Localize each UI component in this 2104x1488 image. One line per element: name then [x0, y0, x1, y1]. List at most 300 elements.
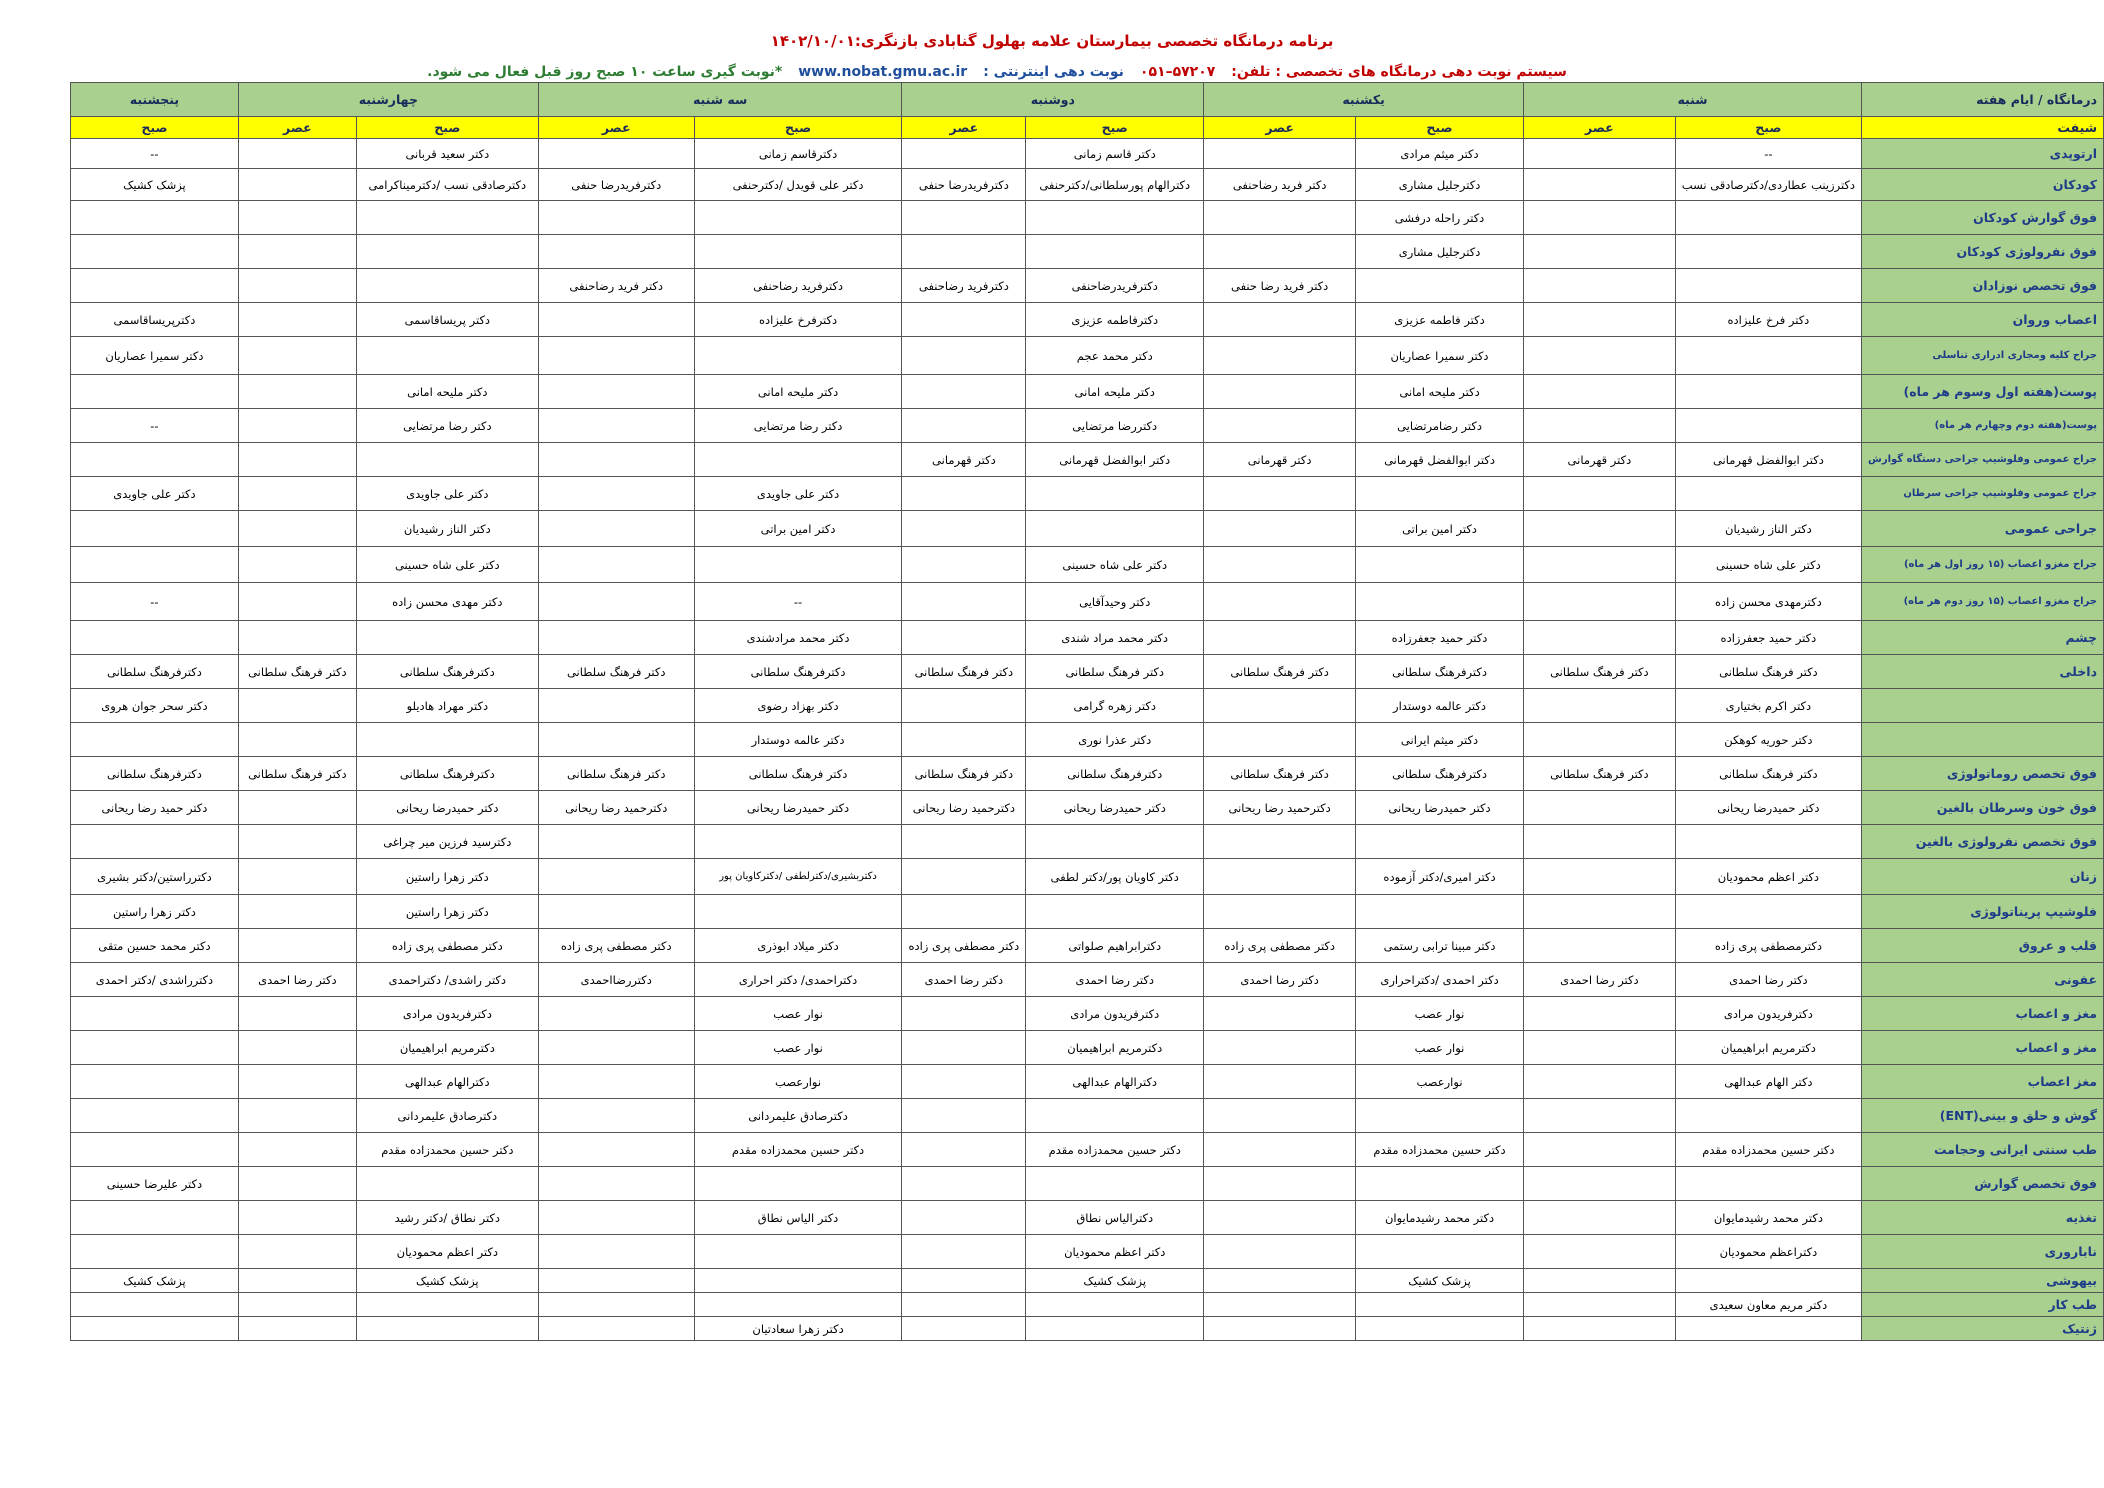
clinic-name: کودکان: [1862, 169, 2104, 201]
schedule-cell: دکتر فرهنگ سلطانی: [538, 655, 694, 689]
schedule-cell: [538, 139, 694, 169]
schedule-cell: [902, 1031, 1026, 1065]
clinic-name: قلب و عروق: [1862, 929, 2104, 963]
schedule-cell: [1204, 1031, 1356, 1065]
schedule-cell: [1675, 477, 1861, 511]
schedule-cell: [1026, 1167, 1204, 1201]
schedule-cell: [238, 1099, 356, 1133]
schedule-cell: دکترجلیل مشاری: [1356, 169, 1524, 201]
clinic-name: ارتوپدی: [1862, 139, 2104, 169]
clinic-name: فلوشیپ پریناتولوژی: [1862, 895, 2104, 929]
schedule-cell: دکتر بهزاد رضوی: [694, 689, 902, 723]
schedule-cell: [238, 583, 356, 621]
schedule-cell: [71, 1317, 239, 1341]
schedule-cell: [238, 1031, 356, 1065]
schedule-cell: [1026, 825, 1204, 859]
booking-note: *نوبت گیری ساعت ۱۰ صبح روز قبل فعال می شود.: [427, 64, 783, 80]
schedule-cell: [1523, 1269, 1675, 1293]
schedule-cell: دکترفریدون مرادی: [356, 997, 538, 1031]
schedule-row: [71, 997, 2104, 1031]
schedule-cell: [356, 269, 538, 303]
schedule-cell: [902, 859, 1026, 895]
schedule-cell: دکتر اعظم محمودیان: [356, 1235, 538, 1269]
schedule-cell: [1523, 201, 1675, 235]
schedule-row: [71, 859, 2104, 895]
schedule-cell: [238, 443, 356, 477]
clinic-name: فوق گوارش کودکان: [1862, 201, 2104, 235]
schedule-cell: دکتر پریساقاسمی: [356, 303, 538, 337]
schedule-cell: --: [71, 583, 239, 621]
schedule-cell: [238, 303, 356, 337]
schedule-cell: دکترزینب عطاردی/دکترصادقی نسب: [1675, 169, 1861, 201]
schedule-cell: دکتر مصطفی پری زاده: [902, 929, 1026, 963]
schedule-row: [71, 1269, 2104, 1293]
schedule-cell: [356, 1317, 538, 1341]
schedule-cell: [1356, 269, 1524, 303]
schedule-cell: [1523, 583, 1675, 621]
schedule-cell: دکترالهام عبدالهی: [356, 1065, 538, 1099]
shift-header: صبح: [694, 117, 902, 139]
schedule-cell: دکتر ابوالفضل قهرمانی: [1356, 443, 1524, 477]
schedule-cell: [71, 1133, 239, 1167]
schedule-cell: [538, 235, 694, 269]
schedule-cell: [902, 1167, 1026, 1201]
schedule-cell: دکتر رضا احمدی: [1204, 963, 1356, 997]
schedule-cell: [694, 1293, 902, 1317]
schedule-cell: [694, 825, 902, 859]
schedule-cell: [902, 409, 1026, 443]
schedule-cell: [902, 201, 1026, 235]
clinic-name: جراح مغزو اعصاب (۱۵ روز دوم هر ماه): [1862, 583, 2104, 621]
schedule-cell: [902, 997, 1026, 1031]
schedule-cell: دکترحمید رضا ریحانی: [1204, 791, 1356, 825]
schedule-cell: دکترفرهنگ سلطانی: [1356, 655, 1524, 689]
schedule-cell: [1523, 1235, 1675, 1269]
schedule-row: [71, 169, 2104, 201]
schedule-cell: [71, 511, 239, 547]
schedule-cell: [71, 1031, 239, 1065]
schedule-cell: [238, 375, 356, 409]
schedule-cell: دکترمریم ابراهیمیان: [1675, 1031, 1861, 1065]
schedule-cell: دکتر مصطفی پری زاده: [1204, 929, 1356, 963]
schedule-cell: [538, 477, 694, 511]
shift-header: عصر: [238, 117, 356, 139]
schedule-cell: [902, 1235, 1026, 1269]
schedule-cell: [1356, 1099, 1524, 1133]
schedule-row: [71, 201, 2104, 235]
schedule-cell: [1675, 409, 1861, 443]
schedule-cell: [1204, 621, 1356, 655]
schedule-cell: دکتر عالمه دوستدار: [694, 723, 902, 757]
schedule-cell: دکتر علی شاه حسینی: [1675, 547, 1861, 583]
schedule-cell: دکترقاسم زمانی: [694, 139, 902, 169]
shift-header: عصر: [902, 117, 1026, 139]
schedule-row: [71, 443, 2104, 477]
schedule-cell: دکتر مریم معاون سعیدی: [1675, 1293, 1861, 1317]
schedule-cell: دکتر راحله درفشی: [1356, 201, 1524, 235]
schedule-cell: [902, 689, 1026, 723]
clinic-name: پوست(هفته دوم وچهارم هر ماه): [1862, 409, 2104, 443]
schedule-cell: دکتر زهرا سعادتیان: [694, 1317, 902, 1341]
schedule-cell: دکترفرید رضاحنفی: [694, 269, 902, 303]
schedule-cell: نوار عصب: [1356, 997, 1524, 1031]
schedule-cell: [1204, 1269, 1356, 1293]
schedule-row: [71, 1099, 2104, 1133]
schedule-cell: دکتر قاسم زمانی: [1026, 139, 1204, 169]
schedule-cell: [71, 547, 239, 583]
schedule-cell: دکتر حمیدرضا ریحانی: [1356, 791, 1524, 825]
schedule-cell: [71, 1201, 239, 1235]
schedule-cell: دکتر زهرا راستین: [71, 895, 239, 929]
schedule-row: [71, 757, 2104, 791]
schedule-cell: [1523, 169, 1675, 201]
schedule-cell: [1356, 477, 1524, 511]
schedule-row: [71, 791, 2104, 825]
schedule-cell: [1026, 235, 1204, 269]
schedule-cell: [694, 1235, 902, 1269]
schedule-cell: دکتر میثم ایرانی: [1356, 723, 1524, 757]
shift-header: عصر: [1523, 117, 1675, 139]
schedule-row: [71, 409, 2104, 443]
day-header: دوشنبه: [902, 83, 1204, 117]
schedule-cell: [238, 791, 356, 825]
schedule-cell: دکتر علیرضا حسینی: [71, 1167, 239, 1201]
schedule-cell: [71, 825, 239, 859]
schedule-cell: [238, 723, 356, 757]
schedule-cell: دکترفریدرضا حنفی: [902, 169, 1026, 201]
schedule-cell: [1675, 1269, 1861, 1293]
schedule-cell: [902, 511, 1026, 547]
schedule-cell: [238, 169, 356, 201]
schedule-cell: دکترصادق علیمردانی: [356, 1099, 538, 1133]
clinic-name: زنان: [1862, 859, 2104, 895]
schedule-cell: [902, 1293, 1026, 1317]
schedule-cell: [694, 235, 902, 269]
schedule-cell: [1204, 689, 1356, 723]
schedule-cell: [1204, 409, 1356, 443]
schedule-cell: دکتر سمیرا عصاریان: [71, 337, 239, 375]
day-header: چهارشنبه: [238, 83, 538, 117]
schedule-cell: دکتر علی جاویدی: [694, 477, 902, 511]
schedule-cell: دکتر محمد مراد شندی: [1026, 621, 1204, 655]
schedule-cell: [1675, 1167, 1861, 1201]
schedule-cell: [1204, 723, 1356, 757]
shift-header: عصر: [1204, 117, 1356, 139]
schedule-cell: [902, 303, 1026, 337]
schedule-cell: [902, 723, 1026, 757]
schedule-cell: دکتر فرهنگ سلطانی: [538, 757, 694, 791]
schedule-cell: [238, 139, 356, 169]
schedule-cell: [538, 895, 694, 929]
clinic-name: جراح عمومی وفلوشیپ جراحی دستگاه گوارش: [1862, 443, 2104, 477]
schedule-cell: [1523, 997, 1675, 1031]
schedule-cell: [1204, 895, 1356, 929]
schedule-cell: دکتر فرهنگ سلطانی: [1523, 757, 1675, 791]
schedule-cell: [1523, 409, 1675, 443]
schedule-cell: دکترفریدرضاحنفی: [1026, 269, 1204, 303]
schedule-cell: [1204, 511, 1356, 547]
schedule-cell: دکتر میثم مرادی: [1356, 139, 1524, 169]
schedule-cell: [238, 1269, 356, 1293]
schedule-cell: [538, 1269, 694, 1293]
schedule-cell: دکتر الهام عبدالهی: [1675, 1065, 1861, 1099]
schedule-cell: [902, 375, 1026, 409]
schedule-cell: دکترسید فرزین میر چراغی: [356, 825, 538, 859]
schedule-cell: [538, 443, 694, 477]
schedule-cell: [238, 547, 356, 583]
schedule-cell: [694, 201, 902, 235]
clinic-name: فوق نفرولوژی کودکان: [1862, 235, 2104, 269]
schedule-cell: دکتر علی جاویدی: [71, 477, 239, 511]
schedule-cell: دکترفرهنگ سلطانی: [694, 655, 902, 689]
schedule-cell: دکتر نطاق /دکتر رشید: [356, 1201, 538, 1235]
schedule-cell: دکتر رضا احمدی: [1675, 963, 1861, 997]
schedule-cell: [1523, 511, 1675, 547]
schedule-cell: [902, 621, 1026, 655]
schedule-cell: دکتر حسین محمدزاده مقدم: [1026, 1133, 1204, 1167]
clinic-name: جراحی عمومی: [1862, 511, 2104, 547]
schedule-cell: [694, 337, 902, 375]
schedule-cell: [1204, 1167, 1356, 1201]
schedule-cell: دکتر مصطفی پری زاده: [538, 929, 694, 963]
schedule-cell: [902, 1099, 1026, 1133]
schedule-cell: [1204, 337, 1356, 375]
schedule-cell: دکتر حمیدرضا ریحانی: [1675, 791, 1861, 825]
schedule-cell: دکتر فاطمه عزیزی: [1356, 303, 1524, 337]
schedule-cell: دکتر ملیحه امانی: [694, 375, 902, 409]
shift-label: شیفت: [1862, 117, 2104, 139]
schedule-cell: [1356, 583, 1524, 621]
schedule-cell: دکتر الیاس نطاق: [694, 1201, 902, 1235]
schedule-cell: دکتر محمد رشیدمایوان: [1356, 1201, 1524, 1235]
schedule-cell: دکتر محمد رشیدمایوان: [1675, 1201, 1861, 1235]
schedule-cell: [238, 929, 356, 963]
shift-header-row: [71, 117, 2104, 139]
schedule-cell: پزشک کشیک: [71, 169, 239, 201]
schedule-cell: [902, 1317, 1026, 1341]
schedule-cell: [538, 337, 694, 375]
schedule-cell: دکتر فرهنگ سلطانی: [1204, 655, 1356, 689]
schedule-row: [71, 723, 2104, 757]
schedule-cell: [694, 895, 902, 929]
schedule-row: [71, 1065, 2104, 1099]
schedule-cell: [694, 1167, 902, 1201]
schedule-cell: [538, 303, 694, 337]
phone-number: ۵۷۲۰۷–۰۵۱: [1139, 64, 1216, 80]
schedule-cell: [356, 1293, 538, 1317]
schedule-cell: دکتر احمدی /دکتراحراری: [1356, 963, 1524, 997]
schedule-cell: [538, 1201, 694, 1235]
day-header: شنبه: [1523, 83, 1861, 117]
schedule-cell: [538, 201, 694, 235]
schedule-cell: [1523, 303, 1675, 337]
schedule-cell: نوار عصب: [694, 997, 902, 1031]
schedule-cell: دکتر علی شاه حسینی: [1026, 547, 1204, 583]
schedule-cell: [238, 1201, 356, 1235]
schedule-cell: دکتررضا مرتضایی: [1026, 409, 1204, 443]
schedule-cell: [71, 723, 239, 757]
schedule-cell: [1026, 1317, 1204, 1341]
schedule-row: [71, 1133, 2104, 1167]
schedule-cell: [238, 997, 356, 1031]
schedule-cell: [538, 511, 694, 547]
clinic-name: جراح عمومی وفلوشیپ جراحی سرطان: [1862, 477, 2104, 511]
schedule-cell: [71, 443, 239, 477]
schedule-cell: [238, 1293, 356, 1317]
clinic-name: اعصاب وروان: [1862, 303, 2104, 337]
schedule-cell: دکترفرهنگ سلطانی: [356, 655, 538, 689]
schedule-cell: [238, 235, 356, 269]
schedule-cell: دکتر فرهنگ سلطانی: [238, 757, 356, 791]
schedule-cell: دکترصادق علیمردانی: [694, 1099, 902, 1133]
schedule-cell: [538, 1293, 694, 1317]
schedule-row: [71, 621, 2104, 655]
schedule-cell: [1204, 1317, 1356, 1341]
schedule-cell: [538, 583, 694, 621]
schedule-cell: دکترالهام پورسلطانی/دکترحنفی: [1026, 169, 1204, 201]
schedule-cell: دکتر مهدی محسن زاده: [356, 583, 538, 621]
schedule-cell: دکتر محمد حسین متقی: [71, 929, 239, 963]
clinic-name: فوق تخصص روماتولوژی: [1862, 757, 2104, 791]
schedule-cell: [1523, 1201, 1675, 1235]
schedule-cell: [1675, 825, 1861, 859]
schedule-cell: [1675, 235, 1861, 269]
schedule-cell: دکتر رضا احمدی: [238, 963, 356, 997]
schedule-cell: [538, 1133, 694, 1167]
schedule-cell: دکتر علی شاه حسینی: [356, 547, 538, 583]
clinic-name: [1862, 689, 2104, 723]
schedule-cell: [1523, 1317, 1675, 1341]
schedule-cell: دکتر حمید جعفرزاده: [1675, 621, 1861, 655]
day-header: یکشنبه: [1204, 83, 1524, 117]
schedule-cell: دکتر امین براتی: [694, 511, 902, 547]
clinic-name: ژنتیک: [1862, 1317, 2104, 1341]
schedule-cell: پزشک کشیک: [1356, 1269, 1524, 1293]
schedule-cell: [1523, 791, 1675, 825]
schedule-cell: [538, 375, 694, 409]
schedule-cell: دکتر حسین محمدزاده مقدم: [1356, 1133, 1524, 1167]
schedule-cell: [1356, 1235, 1524, 1269]
schedule-cell: [238, 859, 356, 895]
schedule-cell: [538, 997, 694, 1031]
schedule-cell: پزشک کشیک: [71, 1269, 239, 1293]
schedule-cell: [1523, 1293, 1675, 1317]
schedule-cell: [1204, 997, 1356, 1031]
schedule-cell: [71, 1293, 239, 1317]
schedule-cell: [1675, 375, 1861, 409]
schedule-cell: دکترحمید رضا ریحانی: [902, 791, 1026, 825]
schedule-cell: [538, 825, 694, 859]
schedule-cell: دکتر فرخ علیزاده: [1675, 303, 1861, 337]
schedule-cell: [902, 337, 1026, 375]
schedule-cell: [902, 583, 1026, 621]
appointment-system-label: سیستم نوبت دهی درمانگاه های تخصصی : تلفن:: [1231, 64, 1567, 80]
schedule-cell: دکتر حمید جعفرزاده: [1356, 621, 1524, 655]
schedule-row: [71, 477, 2104, 511]
schedule-cell: [71, 1099, 239, 1133]
schedule-cell: دکترفرهنگ سلطانی: [356, 757, 538, 791]
clinic-name: پوست(هفته اول وسوم هر ماه): [1862, 375, 2104, 409]
schedule-cell: دکتربشیری/دکترلطفی /دکترکاویان پور: [694, 859, 902, 895]
clinic-name: گوش و حلق و بینی(ENT): [1862, 1099, 2104, 1133]
schedule-cell: نوار عصب: [694, 1031, 902, 1065]
schedule-cell: [356, 235, 538, 269]
schedule-cell: [538, 1065, 694, 1099]
schedule-cell: [694, 547, 902, 583]
schedule-cell: [1204, 1133, 1356, 1167]
schedule-cell: دکتر الناز رشیدیان: [356, 511, 538, 547]
schedule-cell: دکترمهدی محسن زاده: [1675, 583, 1861, 621]
schedule-row: [71, 689, 2104, 723]
schedule-cell: [902, 139, 1026, 169]
schedule-cell: [1523, 1099, 1675, 1133]
schedule-cell: دکتر ملیحه امانی: [1026, 375, 1204, 409]
schedule-cell: [238, 1133, 356, 1167]
subtitle-line: [0, 64, 1994, 80]
schedule-cell: دکترجلیل مشاری: [1356, 235, 1524, 269]
clinic-name: طب سنتی ایرانی وحجامت: [1862, 1133, 2104, 1167]
schedule-cell: دکتر امیری/دکتر آزموده: [1356, 859, 1524, 895]
schedule-cell: [538, 1167, 694, 1201]
schedule-cell: دکترالهام عبدالهی: [1026, 1065, 1204, 1099]
schedule-cell: دکتر حوریه کوهکن: [1675, 723, 1861, 757]
schedule-cell: دکتر فرهنگ سلطانی: [1026, 655, 1204, 689]
schedule-cell: [902, 895, 1026, 929]
schedule-row: [71, 303, 2104, 337]
schedule-cell: [538, 1031, 694, 1065]
schedule-row: [71, 583, 2104, 621]
schedule-cell: [1523, 1167, 1675, 1201]
schedule-cell: دکتر محمد مرادشندی: [694, 621, 902, 655]
schedule-cell: --: [71, 139, 239, 169]
schedule-cell: [238, 621, 356, 655]
schedule-cell: دکترفریدرضا حنفی: [538, 169, 694, 201]
schedule-cell: نوار عصب: [1356, 1031, 1524, 1065]
schedule-cell: دکتر سمیرا عصاریان: [1356, 337, 1524, 375]
schedule-cell: [538, 547, 694, 583]
schedule-cell: [1204, 477, 1356, 511]
schedule-cell: [71, 235, 239, 269]
schedule-row: [71, 1031, 2104, 1065]
schedule-cell: دکترفریدون مرادی: [1675, 997, 1861, 1031]
schedule-cell: [1204, 235, 1356, 269]
schedule-cell: دکترفرهنگ سلطانی: [71, 655, 239, 689]
schedule-row: [71, 375, 2104, 409]
schedule-cell: [1523, 337, 1675, 375]
schedule-cell: [1675, 895, 1861, 929]
schedule-row: [71, 1201, 2104, 1235]
schedule-cell: [356, 337, 538, 375]
schedule-cell: [1356, 1293, 1524, 1317]
schedule-cell: [902, 547, 1026, 583]
schedule-cell: [538, 621, 694, 655]
schedule-cell: [1026, 201, 1204, 235]
schedule-cell: دکتر محمد عجم: [1026, 337, 1204, 375]
website-link[interactable]: www.nobat.gmu.ac.ir: [798, 64, 968, 80]
clinic-name: ناباروری: [1862, 1235, 2104, 1269]
schedule-cell: [1523, 929, 1675, 963]
schedule-cell: [1204, 859, 1356, 895]
schedule-cell: [238, 1235, 356, 1269]
day-header: سه شنبه: [538, 83, 902, 117]
schedule-cell: [902, 1201, 1026, 1235]
schedule-cell: [238, 1065, 356, 1099]
schedule-cell: دکتر مبینا ترابی رستمی: [1356, 929, 1524, 963]
schedule-cell: دکترفرهنگ سلطانی: [1356, 757, 1524, 791]
schedule-cell: [1204, 1065, 1356, 1099]
schedule-cell: دکتر اعظم محمودیان: [1026, 1235, 1204, 1269]
schedule-row: [71, 1235, 2104, 1269]
